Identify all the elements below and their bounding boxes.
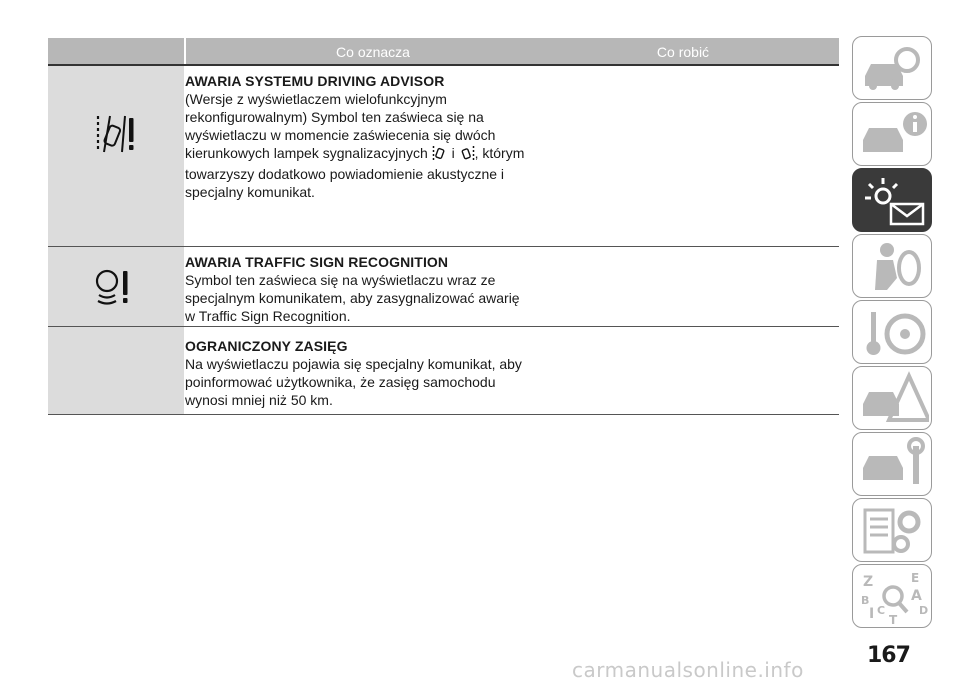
key-steering-wheel-icon [857,304,929,362]
tab-airbag[interactable] [852,234,932,298]
index-letter: A [911,588,922,604]
row-description: Symbol ten zaświeca się na wyświetlaczu wraz ze specjalnym komunikatem, aby zasygnalizować awarię w Traffic Sign Recognition. [185,272,520,324]
car-info-icon [857,106,929,164]
tab-warning-lights[interactable] [852,168,932,232]
row-description: Na wyświetlaczu pojawia się specjalny komunikat, aby poinformować użytkownika, że zasięg samochodu wynosi mniej niż 50 km. [185,356,522,408]
tab-key-steering[interactable] [852,300,932,364]
index-letter: T [889,613,898,626]
car-wrench-icon [857,436,929,494]
index-letter: B [861,594,870,607]
car-search-icon [857,40,929,98]
tab-maintenance[interactable] [852,432,932,496]
airbag-person-icon [857,238,929,296]
icon-cell [48,66,184,246]
row-title: AWARIA SYSTEMU DRIVING ADVISOR [185,73,445,89]
row-description-conjunction: i [451,145,455,161]
table-row [48,327,839,415]
specifications-gear-icon [857,502,929,560]
header-meaning: Co oznacza [186,38,560,66]
traffic-sign-recognition-failure-icon [92,267,138,307]
driving-advisor-failure-icon [92,114,138,154]
page-number: 167 [867,643,910,668]
icon-cell [48,327,184,414]
index-letter: C [877,604,886,617]
lane-left-icon [432,145,448,165]
tab-index[interactable] [852,564,932,628]
row-description-part: (Wersje z wyświetlaczem wielofunkcyjnym rekonfigurowalnym) Symbol ten zaświeca się na wyświetlaczu w momencie zaświecenia się dwóch kierunkowych lampek sygnalizacyjnych [185,91,496,161]
tab-breakdown[interactable] [852,366,932,430]
tab-car-search[interactable] [852,36,932,100]
index-letter: Z [863,574,874,590]
index-letter: D [919,604,929,617]
warning-lights-icon [857,172,929,230]
table-row [48,66,839,247]
table-row [48,247,839,327]
tab-car-info[interactable] [852,102,932,166]
warning-lights-table [48,38,839,415]
row-title: OGRANICZONY ZASIĘG [185,338,348,354]
lane-right-icon [459,145,475,165]
car-breakdown-warning-icon [857,370,929,428]
watermark: carmanualsonline.info [572,658,804,682]
header-icon-column [48,38,184,66]
index-letter: E [911,571,920,585]
index-letter: I [869,606,875,622]
icon-cell [48,247,184,326]
row-title: AWARIA TRAFFIC SIGN RECOGNITION [185,254,449,270]
row-description [185,90,525,201]
header-what-to-do: Co robić [527,38,839,66]
row-description-part: , którym towarzyszy dodatkowo powiadomienie akustyczne i specjalny komunikat. [185,145,525,200]
tab-specifications[interactable] [852,498,932,562]
alphabetical-index-icon [857,568,929,626]
table-header [48,38,839,66]
